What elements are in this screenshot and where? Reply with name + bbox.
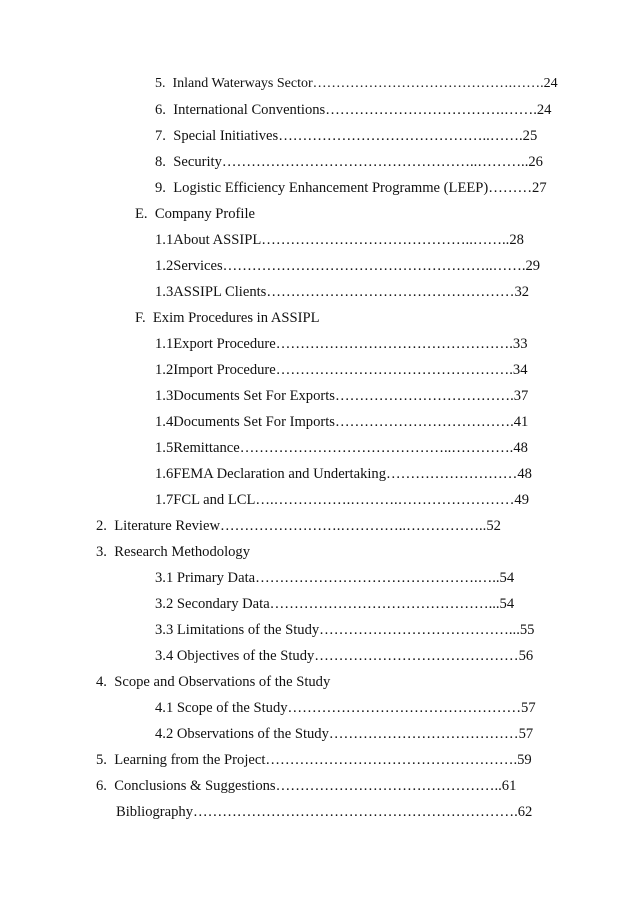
toc-entry-observations-of-study: 4.2 Observations of the Study…………………………………57 (155, 726, 534, 742)
toc-entry-scope-of-study: 4.1 Scope of the Study…………………………………………57 (155, 700, 536, 716)
toc-entry-international-conventions: 6. International Conventions……………………………….…….24 (155, 102, 552, 118)
toc-entry-documents-imports: 1.4Documents Set For Imports……………………………….41 (155, 414, 529, 430)
toc-entry-inland-waterways: 5. Inland Waterways Sector…………………………………….…….24 (155, 76, 558, 91)
toc-entry-bibliography: Bibliography………………………………………………………….62 (116, 804, 533, 820)
toc-entry-fcl-lcl: 1.7FCL and LCL….…………….……….……………………49 (155, 492, 530, 508)
toc-entry-secondary-data: 3.2 Secondary Data………………………………………...54 (155, 596, 515, 612)
toc-entry-export-procedure: 1.1Export Procedure………………………………………….33 (155, 336, 528, 352)
toc-entry-documents-exports: 1.3Documents Set For Exports……………………………….37 (155, 388, 529, 404)
toc-entry-limitations: 3.3 Limitations of the Study…………………………………...55 (155, 622, 535, 638)
toc-entry-conclusions-suggestions: 6. Conclusions & Suggestions………………………………………..61 (96, 778, 517, 794)
toc-heading-scope-observations: 4. Scope and Observations of the Study (96, 674, 331, 690)
toc-entry-import-procedure: 1.2Import Procedure………………………………………….34 (155, 362, 528, 378)
toc-entry-special-initiatives: 7. Special Initiatives……………………………………..…….25 (155, 128, 538, 144)
toc-heading-exim-procedures: F. Exim Procedures in ASSIPL (135, 310, 320, 326)
toc-entry-security: 8. Security……………………………………………..………..26 (155, 154, 543, 170)
toc-entry-services: 1.2Services………………………………………………..…….29 (155, 258, 541, 274)
toc-entry-assipl-clients: 1.3ASSIPL Clients……………………………………………32 (155, 284, 530, 300)
toc-entry-fema-declaration: 1.6FEMA Declaration and Undertaking………………………48 (155, 466, 532, 482)
toc-entry-leep: 9. Logistic Efficiency Enhancement Programme (LEEP)………27 (155, 180, 547, 196)
toc-entry-about-assipl: 1.1About ASSIPL……………………………………..……..28 (155, 232, 524, 248)
toc-entry-objectives: 3.4 Objectives of the Study……………………………………56 (155, 648, 534, 664)
toc-entry-learning-from-project: 5. Learning from the Project…………………………………………….59 (96, 752, 532, 768)
toc-entry-primary-data: 3.1 Primary Data……………………………………….…..54 (155, 570, 515, 586)
toc-entry-remittance: 1.5Remittance……………………………………..………….48 (155, 440, 528, 456)
toc-entry-literature-review: 2. Literature Review…………………….…………..……………..52 (96, 518, 501, 534)
toc-heading-research-methodology: 3. Research Methodology (96, 544, 251, 560)
toc-heading-company-profile: E. Company Profile (135, 206, 255, 222)
